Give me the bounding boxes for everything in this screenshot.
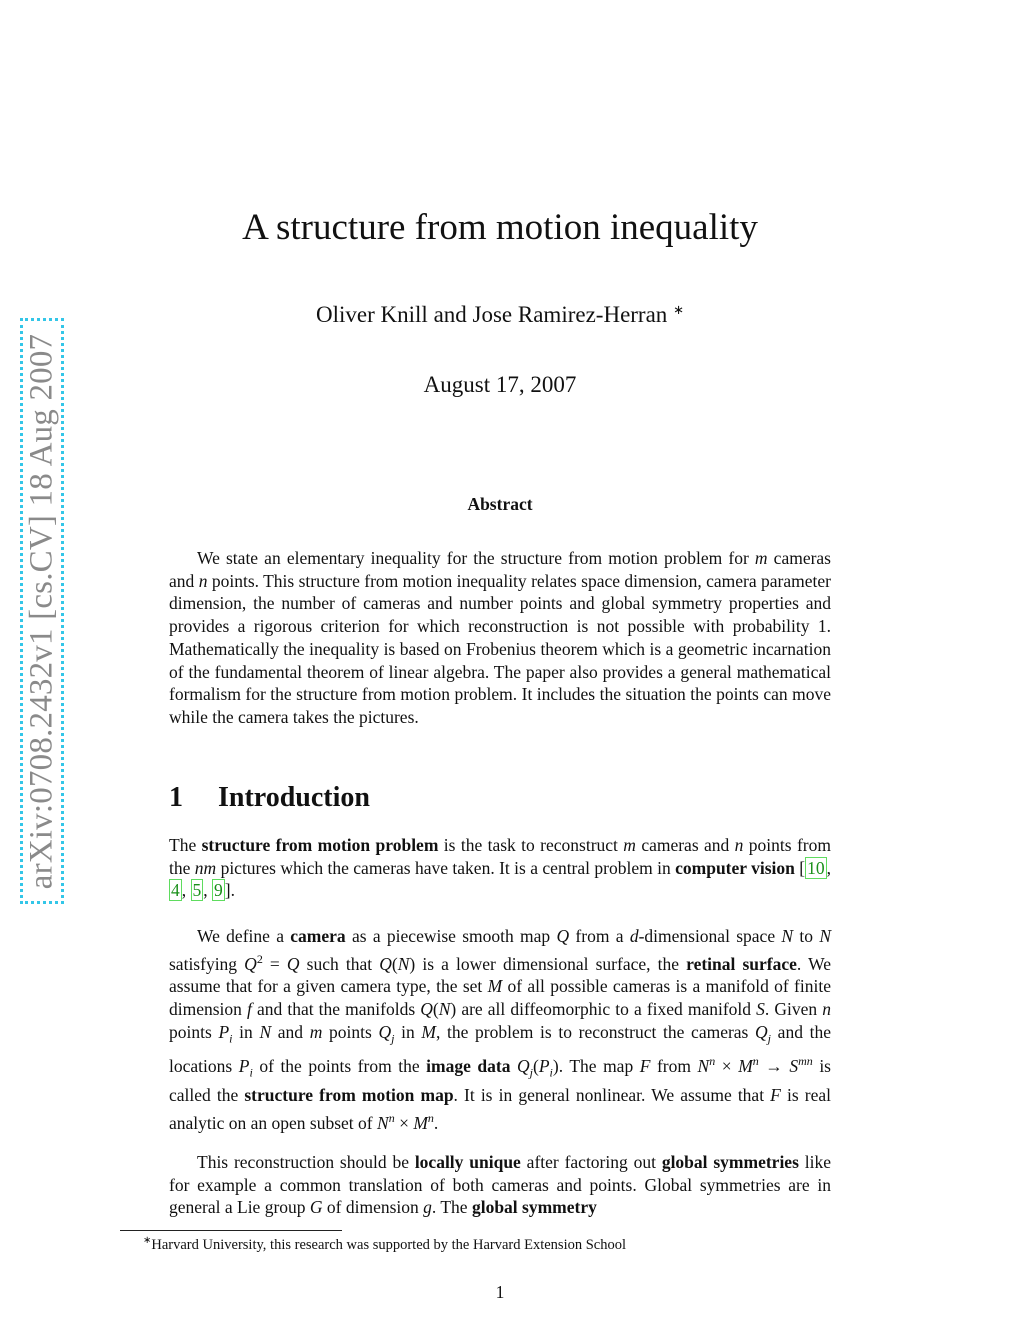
section-title: Introduction [218, 782, 370, 813]
citation-link[interactable]: 5 [192, 880, 202, 901]
author-names: Oliver Knill and Jose Ramirez-Herran [316, 302, 668, 327]
citation-link[interactable]: 4 [171, 880, 180, 901]
page-number: 1 [495, 1282, 505, 1302]
section-number: 1 [169, 782, 183, 813]
authors [0, 302, 1000, 328]
intro-paragraph-2: We define a camera as a piecewise smooth map Q from a d-dimensional space N to N satisfying $Q^2 = Q$ such that Q(N) is a lower dimensional surface, the retinal surface. We assume that for a given camera type, the set M of all possible cameras is a manifold of finite dimension f and that the manifolds Q(N) are all diffeomorphic to a fixed manifold S. Given n points $P_i$ in N and m points $Q_j$ in M, the problem is to reconstruct the cameras $Q_j$ and the locations $P_i$ of the points from the image data $Q_j(P_i)$. The map F from $N^n \times M^n \to S^{mn}$ is called the structure from motion map. It is in general nonlinear. We assume that F is real analytic on an open subset of $N^n \times M^n$. [169, 926, 831, 1133]
citation-link[interactable]: 10 [807, 857, 825, 878]
footnote-text: Harvard University, this research was supported by the Harvard Extension School [151, 1236, 627, 1253]
abstract-body: We state an elementary inequality for the structure from motion problem for m cameras and n points. This structure from motion inequality relates space dimension, camera parameter dimension, the number of cameras and number points and global symmetry properties and provides a rigorous criterion for which reconstruction is not possible with probability 1. Mathematically the inequality is based on Frobenius theorem which is a geometric incarnation of the fundamental theorem of linear algebra. The paper also provides a general mathematical formalism for the structure from motion problem. It includes the situation the points can move while the camera takes the pictures. [169, 548, 831, 727]
abstract-heading: Abstract [467, 494, 533, 514]
arxiv-stamp[interactable] [20, 318, 64, 904]
footnote-rule [120, 1230, 342, 1231]
arxiv-identifier: arXiv:0708.2432v1 [cs.CV] 18 Aug 2007 [23, 333, 60, 889]
intro-paragraph-1: The structure from motion problem is the task to reconstruct m cameras and n points from the nm pictures which the cameras have taken. It is a central problem in computer vision [ 10 , 4 , 5 , 9 ]. [169, 835, 832, 901]
paper-title: A structure from motion inequality [242, 207, 758, 248]
footnote-mark: ∗ [143, 1235, 152, 1246]
author-footnote-mark: ∗ [673, 302, 684, 317]
footnote [143, 1235, 626, 1254]
intro-paragraph-3: This reconstruction should be locally unique after factoring out global symmetries like for example a common translation of both cameras and points. Global symmetries are in general a Lie group G of dimension g. The global symmetry [169, 1152, 831, 1218]
section-heading [169, 782, 370, 814]
paper-date: August 17, 2007 [423, 372, 577, 397]
citation-link[interactable]: 9 [214, 880, 223, 901]
